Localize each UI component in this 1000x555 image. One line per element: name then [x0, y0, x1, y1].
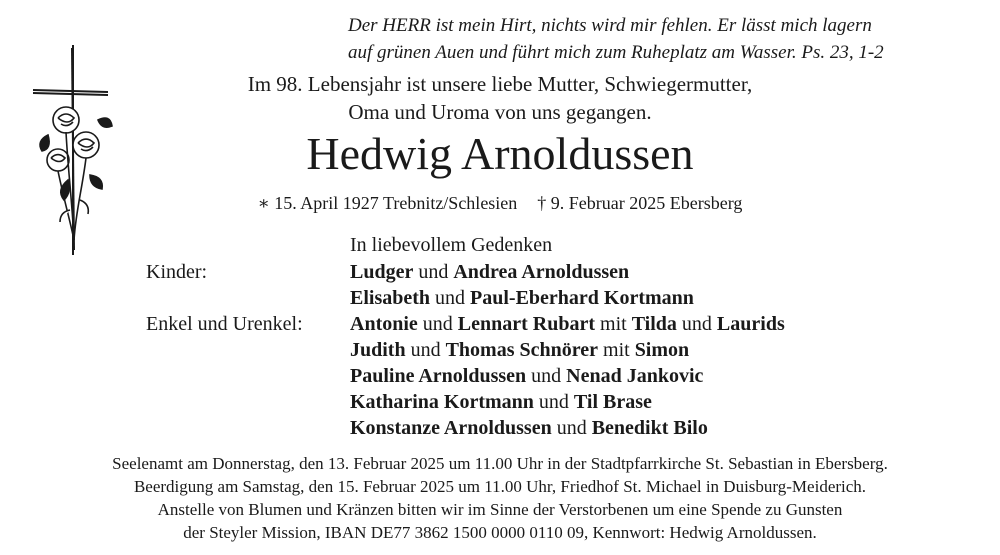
death-date: † 9. Februar 2025 Ebersberg — [537, 193, 743, 213]
mourners-list — [350, 259, 785, 441]
intro-line-2: Oma und Uroma von uns gegangen. — [348, 100, 652, 124]
mourner-name: Nenad Jankovic — [566, 365, 704, 387]
conjunction: und — [418, 261, 449, 283]
footer-line-1: Seelenamt am Donnerstag, den 13. Februar 2025 um 11.00 Uhr in der Stadtpfarrkirche St. Sebastian in Ebersberg. — [112, 454, 888, 473]
mourner-name: Laurids — [716, 313, 785, 335]
footer-line-4: der Steyler Mission, IBAN DE77 3862 1500 0000 0110 09, Kennwort: Hedwig Arnoldussen. — [183, 523, 817, 542]
bible-verse — [348, 12, 988, 66]
mourner-name: Antonie — [350, 313, 418, 335]
conjunction: und — [422, 313, 453, 335]
conjunction: und — [435, 287, 466, 309]
list-item — [350, 337, 785, 363]
conjunction: und — [538, 391, 569, 413]
verse-line-1: Der HERR ist mein Hirt, nichts wird mir fehlen. Er lässt mich lagern — [348, 15, 872, 36]
intro-line-1: Im 98. Lebensjahr ist unsere liebe Mutter, Schwiegermutter, — [247, 72, 753, 96]
list-item — [350, 363, 785, 389]
mourner-name: Benedikt Bilo — [591, 417, 708, 439]
grandchildren-label: Enkel und Urenkel: — [146, 313, 303, 335]
verse-line-2: auf grünen Auen und führt mich zum Ruheplatz am Wasser. Ps. 23, 1-2 — [348, 42, 884, 63]
list-item — [350, 285, 785, 311]
list-item — [350, 311, 785, 337]
conjunction: und — [410, 339, 441, 361]
mourner-name: Simon — [634, 339, 690, 361]
memorial-heading: In liebevollem Gedenken — [350, 234, 553, 256]
conjunction: und — [556, 417, 587, 439]
list-item — [350, 259, 785, 285]
mourner-name: Tilda — [631, 313, 677, 335]
mourner-name: Paul-Eberhard Kortmann — [470, 287, 694, 309]
mourner-name: Elisabeth — [350, 287, 431, 309]
conjunction: und — [531, 365, 562, 387]
mourner-name: Pauline Arnoldussen — [350, 365, 527, 387]
deceased-name: Hedwig Arnoldussen — [306, 128, 694, 179]
children-label: Kinder: — [146, 261, 208, 283]
conjunction: und — [681, 313, 712, 335]
mourner-name: Konstanze Arnoldussen — [350, 417, 552, 439]
mourner-name: Ludger — [350, 261, 414, 283]
mourner-name: Thomas Schnörer — [445, 339, 599, 361]
birth-date: ∗ 15. April 1927 Trebnitz/Schlesien — [257, 193, 518, 213]
service-details — [0, 452, 1000, 544]
footer-line-3: Anstelle von Blumen und Kränzen bitten wir im Sinne der Verstorbenen um eine Spende zu Gunsten — [157, 500, 843, 519]
mourner-name: Judith — [350, 339, 406, 361]
mourner-name: Til Brase — [573, 391, 652, 413]
life-dates — [180, 190, 820, 216]
list-item — [350, 415, 785, 441]
footer-line-2: Beerdigung am Samstag, den 15. Februar 2025 um 11.00 Uhr, Friedhof St. Michael in Duisburg-Meiderich. — [133, 477, 867, 496]
conjunction: mit — [603, 339, 630, 361]
conjunction: mit — [600, 313, 627, 335]
mourner-name: Andrea Arnoldussen — [453, 261, 630, 283]
mourner-name: Katharina Kortmann — [350, 391, 534, 413]
cross-with-roses-icon — [28, 40, 128, 260]
list-item — [350, 389, 785, 415]
intro-text — [180, 70, 820, 126]
mourner-name: Lennart Rubart — [457, 313, 596, 335]
